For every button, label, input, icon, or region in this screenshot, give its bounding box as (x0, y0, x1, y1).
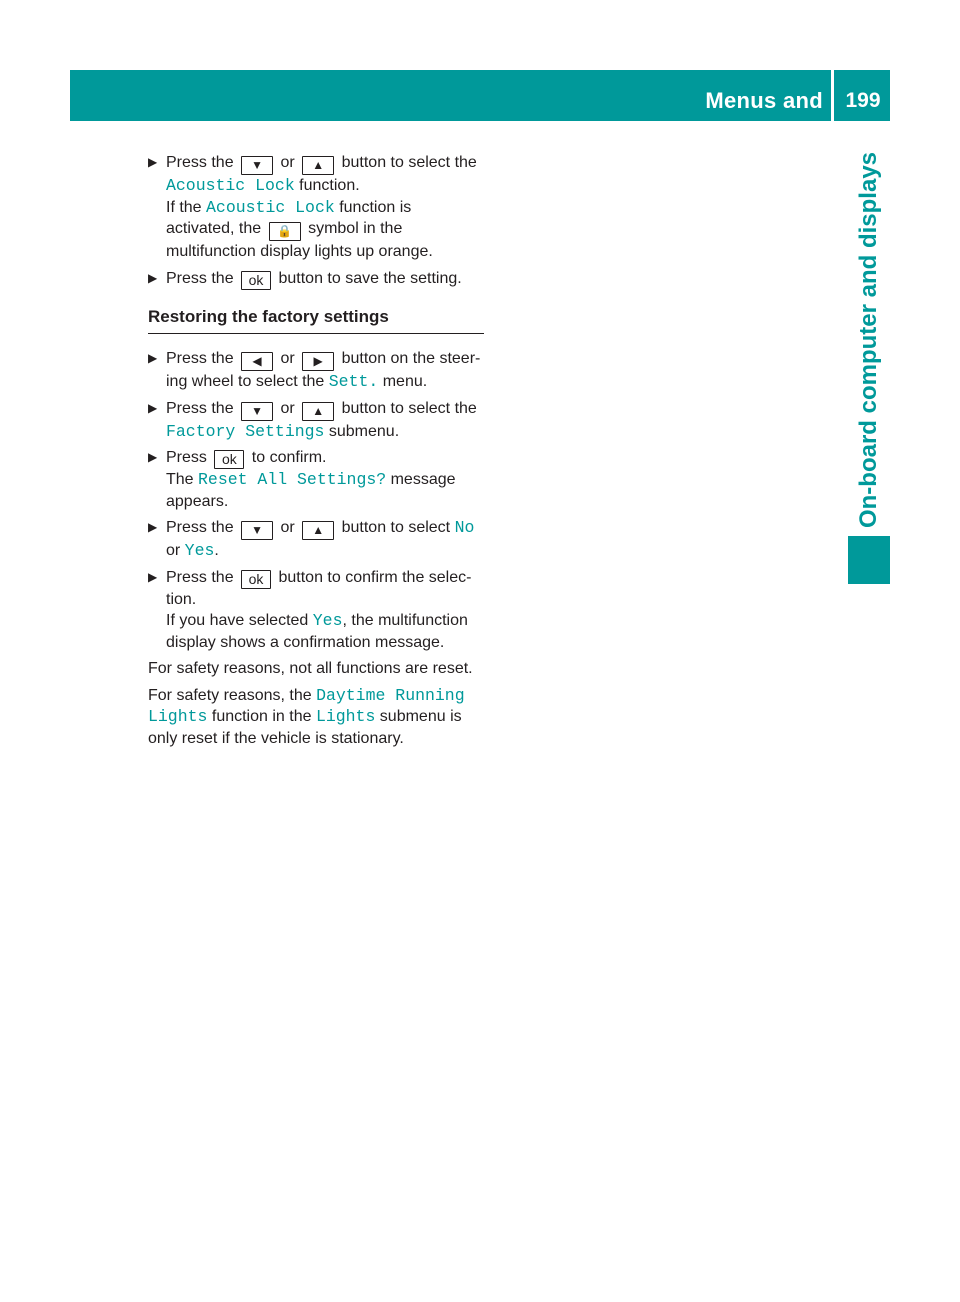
lock-icon: 🔒 (269, 222, 301, 241)
arrow-icon: ▶ (148, 155, 158, 169)
text: Press the (166, 154, 239, 171)
instruction-note (166, 197, 484, 263)
text: button to save the setting. (274, 269, 462, 287)
text: button to select the (337, 154, 477, 171)
side-tab-marker (848, 536, 890, 584)
up-button-icon: ▲ (302, 521, 334, 540)
safety-paragraph: For safety reasons, not all functions are reset. (148, 660, 473, 677)
instruction-select-acoustic-lock (148, 152, 484, 263)
display-term: Yes (184, 541, 215, 560)
text: If the (166, 198, 207, 216)
arrow-icon: ▶ (148, 569, 158, 584)
section-heading: Restoring the factory settings (148, 306, 484, 335)
text: function in the (207, 708, 316, 725)
display-term: Acoustic Lock (206, 197, 335, 217)
main-content (148, 152, 484, 754)
display-term: Sett. (328, 372, 379, 391)
display-term: Factory Settings (166, 421, 325, 441)
text: button on the steering wheel to select the (166, 350, 481, 390)
display-term: Daytime Running Lights (148, 685, 465, 726)
right-button-icon: ▶ (302, 352, 334, 371)
up-button-icon: ▲ (302, 156, 334, 175)
up-button-icon: ▲ (302, 402, 334, 421)
text: Press the (166, 269, 239, 287)
text: Press (166, 449, 212, 466)
arrow-icon: ▶ (148, 520, 158, 534)
text: or (276, 154, 300, 171)
instruction-select-yes-no (148, 517, 484, 562)
ok-button-icon: ok (241, 570, 271, 589)
text: menu. (378, 373, 428, 390)
safety-paragraph-daytime-lights (148, 685, 484, 750)
text: submenu. (324, 422, 400, 440)
text: Press the (166, 350, 239, 367)
instruction-select-factory-settings (148, 398, 484, 443)
instruction-save-setting (148, 268, 484, 290)
text: If you have selected (166, 612, 313, 629)
text: to confirm. (247, 449, 327, 466)
text: For safety reasons, the (148, 686, 317, 704)
instruction-note (166, 469, 484, 512)
display-term: Lights (315, 707, 376, 726)
side-section-title: On-board computer and displays (855, 151, 882, 529)
left-button-icon: ◀ (241, 352, 273, 371)
display-term: Yes (312, 611, 343, 630)
display-term: Acoustic Lock (166, 176, 295, 195)
ok-button-icon: ok (241, 271, 271, 290)
text: or (276, 399, 300, 417)
text: button to confirm the selection. (166, 568, 472, 608)
instruction-select-sett-menu (148, 348, 484, 393)
instruction-confirm-selection (148, 567, 484, 654)
text: , the multifunction display shows a confirmation message. (166, 612, 468, 651)
header-divider (831, 70, 834, 121)
text: message appears. (166, 471, 456, 510)
text: Press the (166, 568, 239, 586)
text: or (166, 542, 185, 559)
text: Press the (166, 519, 239, 536)
display-term: No (454, 518, 475, 537)
text: or (276, 350, 300, 367)
down-button-icon: ▼ (241, 156, 273, 175)
side-title-container (848, 150, 890, 530)
instruction-confirm (148, 447, 484, 512)
arrow-icon: ▶ (148, 351, 158, 365)
text: . (214, 542, 219, 559)
instruction-note (166, 610, 484, 653)
down-button-icon: ▼ (241, 521, 273, 540)
page-title: Menus and submenus (705, 88, 823, 147)
down-button-icon: ▼ (241, 402, 273, 421)
ok-button-icon: ok (214, 450, 244, 469)
display-term: Reset All Settings? (198, 470, 387, 489)
text: function. (294, 177, 360, 194)
text: Press the (166, 399, 239, 417)
text: submenu is only reset if the vehicle is stationary. (148, 708, 462, 747)
arrow-icon: ▶ (148, 270, 158, 285)
text: function is activated, the (166, 198, 412, 237)
page-number: 199 (845, 89, 881, 112)
text: button to select (337, 519, 455, 536)
text: symbol in the multifunction display lights up orange. (166, 220, 433, 260)
text: button to select the (337, 399, 477, 417)
text: The (166, 471, 199, 488)
arrow-icon: ▶ (148, 400, 158, 415)
arrow-icon: ▶ (148, 450, 158, 464)
text: or (276, 519, 300, 536)
